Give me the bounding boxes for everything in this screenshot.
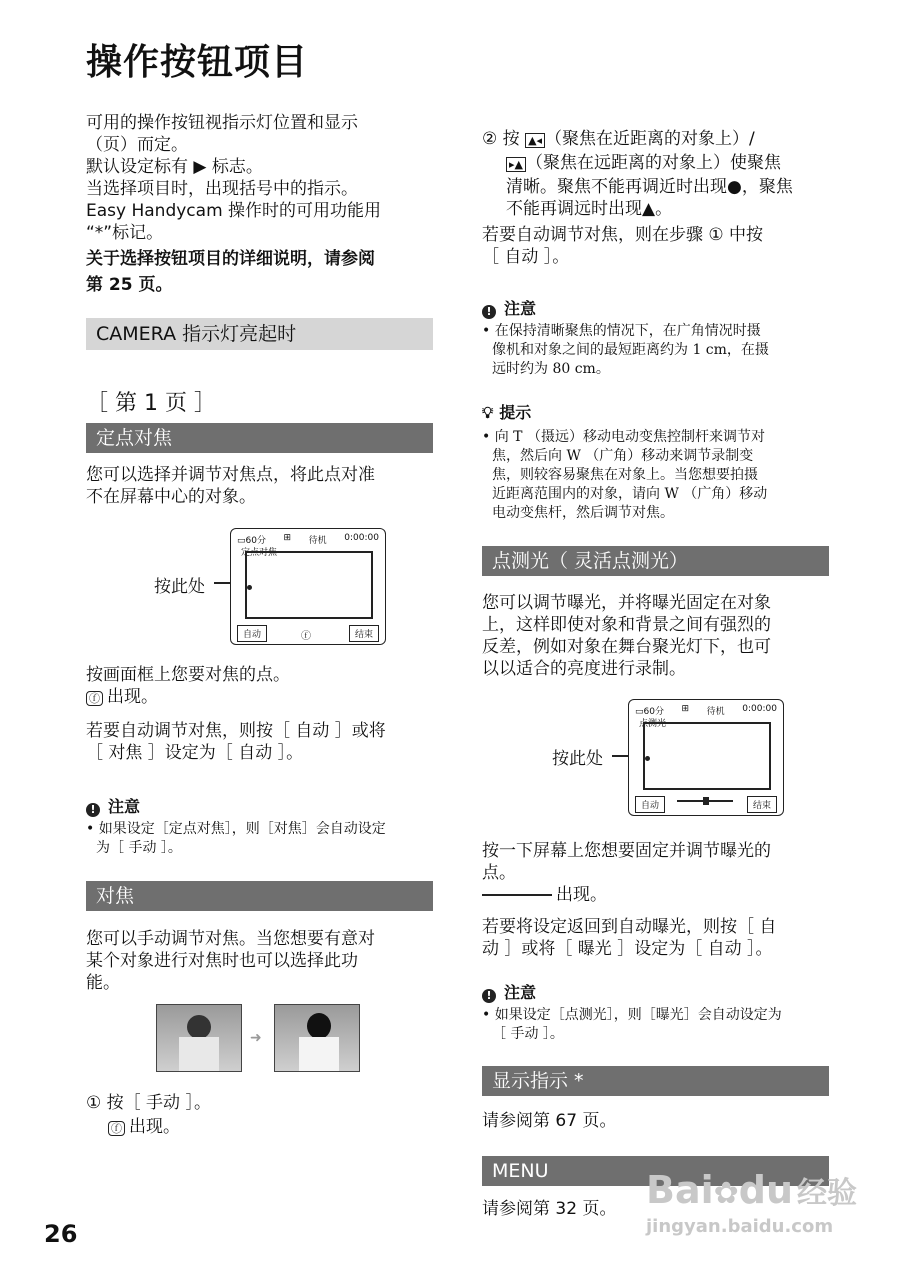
auto-button[interactable]: 自动 <box>635 796 665 813</box>
page-label: ［ 第 1 页 ］ <box>86 391 216 416</box>
note-heading: ! 注意 <box>86 794 140 817</box>
focus-mode-icon: ⓕ <box>108 1121 125 1136</box>
timecode: 0:00:00 <box>742 704 777 714</box>
tip-heading: 💡︎ 提示 <box>482 403 532 422</box>
focus-step1-sub: ⓕ 出现。 <box>108 1116 180 1140</box>
meter-frame[interactable] <box>643 722 771 790</box>
exposure-slider-thumb[interactable] <box>703 797 709 805</box>
spot-meter-auto: 若要将设定返回到自动曝光，则按［ 自 动 ］或将［ 曝光 ］设定为［ 自动 ］。 <box>482 917 777 959</box>
display-heading: 显示指示 * <box>482 1066 829 1096</box>
spot-focus-auto: 若要自动调节对焦，则按［ 自动 ］或将 ［ 对焦 ］设定为［ 自动 ］。 <box>86 721 386 763</box>
battery-icon: ▭ <box>237 536 246 546</box>
note-heading: ! 注意 <box>482 980 536 1003</box>
meter-point <box>645 756 650 761</box>
battery-indicator: ▭60分 <box>635 707 664 717</box>
spot-meter-appears: 出现。 <box>482 884 607 906</box>
spot-meter-note: • 如果设定［点测光］，则［曝光］会自动设定为 ［ 手动 ］。 <box>482 1007 782 1042</box>
status-text: 待机 <box>706 707 725 717</box>
spot-focus-note: • 如果设定［定点对焦］，则［对焦］会自动设定 为［ 手动 ］。 <box>86 821 386 856</box>
spot-meter-callout: 按此处 <box>552 749 603 769</box>
focus-icon: ⓕ <box>301 631 311 642</box>
lightbulb-icon: 💡︎ <box>482 403 494 422</box>
photo-after <box>274 1004 360 1072</box>
paw-icon: ✿ <box>713 1176 739 1211</box>
display-ref: 请参阅第 67 页。 <box>482 1111 617 1131</box>
photo-before <box>156 1004 242 1072</box>
watermark-url: jingyan.baidu.com <box>646 1216 834 1237</box>
menu-ref: 请参阅第 32 页。 <box>482 1199 617 1219</box>
timecode: 0:00:00 <box>344 533 379 543</box>
auto-button[interactable]: 自动 <box>237 625 267 642</box>
page-number: 26 <box>44 1220 78 1248</box>
spot-meter-after: 按一下屏幕上您想要固定并调节曝光的 点。 <box>482 841 771 883</box>
right-auto-text: 若要自动调节对焦，则在步骤 ① 中按 ［ 自动 ］。 <box>482 225 764 267</box>
focus-heading: 对焦 <box>86 881 433 911</box>
spot-focus-callout: 按此处 <box>154 577 205 597</box>
far-focus-icon: ▸▲ <box>506 157 526 172</box>
menu-heading: MENU <box>482 1156 829 1186</box>
spot-meter-desc: 您可以调节曝光，并将曝光固定在对象 上，这样即使对象和背景之间有强烈的 反差，例如对象在舞台聚光灯下，也可 以以适合的亮度进行录制。 <box>482 593 771 679</box>
baidu-watermark: Bai✿du 经验 <box>646 1168 858 1212</box>
screen-label: 定点对焦 <box>241 548 278 558</box>
spot-focus-desc: 您可以选择并调节对焦点，将此点对准 不在屏幕中心的对象。 <box>86 465 375 507</box>
spot-focus-screen[interactable] <box>230 528 386 645</box>
mountain-icon: ▲ <box>642 199 656 219</box>
caution-icon: ! <box>482 989 496 1003</box>
status-text: 待机 <box>308 536 327 546</box>
focus-desc: 您可以手动调节对焦。当您想要有意对 某个对象进行对焦时也可以选择此功 能。 <box>86 929 375 993</box>
spot-meter-heading: 点测光（ 灵活点测光） <box>482 546 829 576</box>
battery-indicator: ▭60分 <box>237 536 266 546</box>
step2-text: ② 按 ▲◂ （聚焦在近距离的对象上）/ ▸▲ （聚焦在远距离的对象上）使聚焦 清晰。聚焦不能再调近时出现●，聚焦 不能再调远时出现▲。 <box>482 129 793 219</box>
camera-section-heading: CAMERA 指示灯亮起时 <box>86 318 433 350</box>
end-button[interactable]: 结束 <box>747 796 777 813</box>
screen-label: 点测光 <box>639 719 667 729</box>
end-button[interactable]: 结束 <box>349 625 379 642</box>
caution-icon: ! <box>86 803 100 817</box>
caution-icon: ! <box>482 305 496 319</box>
near-focus-icon: ▲◂ <box>525 133 545 148</box>
focus-mode-icon: ⓕ <box>86 691 103 706</box>
exposure-bar-icon <box>482 894 552 896</box>
spot-focus-after: 按画面框上您要对焦的点。 ⓕ 出现。 <box>86 665 290 707</box>
note-heading: ! 注意 <box>482 296 536 319</box>
focus-point <box>247 585 252 590</box>
intro-text: 可用的操作按钮视指示灯位置和显示 （页）而定。 默认设定标有 ▶ 标志。 当选择项目时，出现括号中的指示。 Easy Handycam 操作时的可用功能用 “*”标记。 关于选择按钮项目的详细说明，请参阅 第 25 页。 <box>86 113 382 295</box>
arrow-icon: ➜ <box>250 1030 262 1046</box>
person-icon: ● <box>727 177 742 197</box>
right-note: • 在保持清晰聚焦的情况下，在广角情况时摄 像机和对象之间的最短距离约为 1 cm，在摄 远时约为 80 cm。 <box>482 323 769 377</box>
focus-step1: ① 按［ 手动 ］。 <box>86 1093 211 1113</box>
spot-focus-heading: 定点对焦 <box>86 423 433 453</box>
tape-icon: ⊞ <box>681 704 690 714</box>
spot-meter-screen[interactable] <box>628 699 784 816</box>
right-tip: • 向 T （摄远）移动电动变焦控制杆来调节对 焦，然后向 W （广角）移动来调节录制变 焦，则较容易聚焦在对象上。当您想要拍摄 近距离范围内的对象，请向 W （广角）移动 电动变焦杆，然后调节对焦。 <box>482 429 768 521</box>
focus-frame[interactable] <box>245 551 373 619</box>
page-title: 操作按钮项目 <box>86 42 309 83</box>
tape-icon: ⊞ <box>283 533 292 543</box>
battery-icon: ▭ <box>635 707 644 717</box>
